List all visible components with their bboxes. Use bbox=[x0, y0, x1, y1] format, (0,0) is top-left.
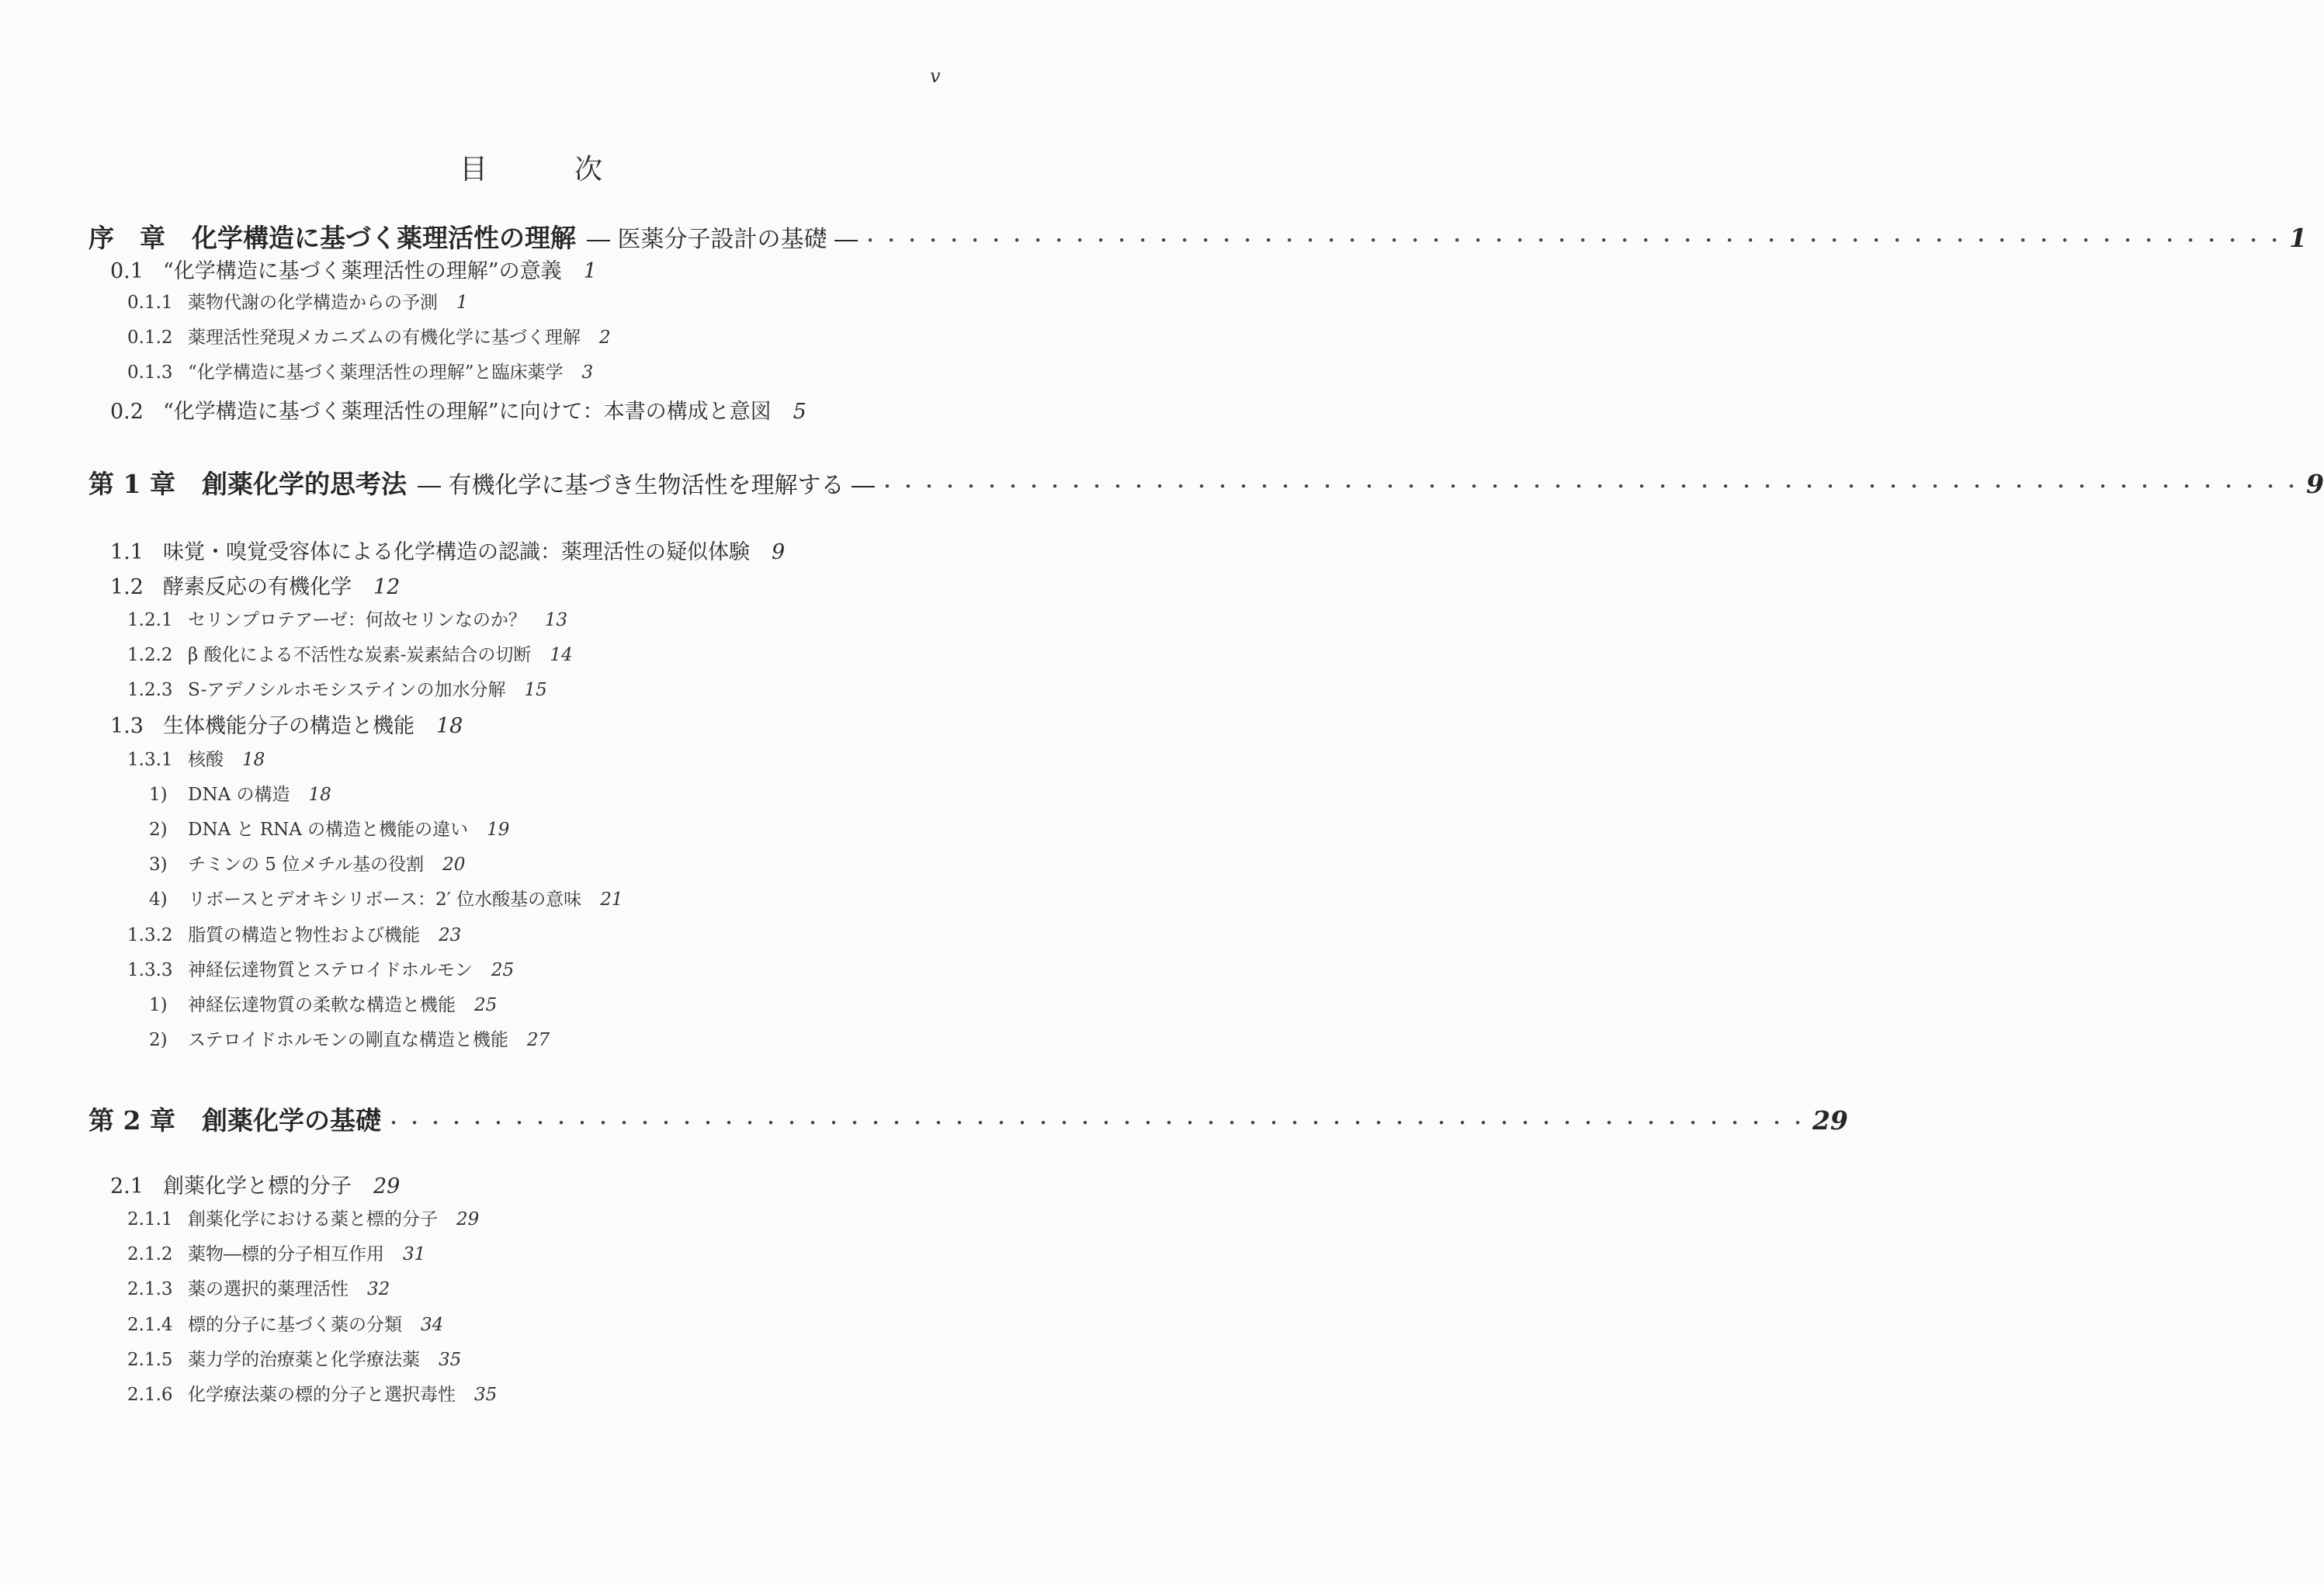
entry-title: 標的分子に基づく薬の分類 bbox=[188, 1315, 402, 1335]
toc-chapter[interactable] bbox=[88, 223, 2308, 253]
entry-page: 29 bbox=[456, 1209, 480, 1230]
entry-number: 2.1.1 bbox=[127, 1209, 173, 1230]
entry-page: 3 bbox=[581, 362, 594, 383]
entry-title: 薬理活性発現メカニズムの有機化学に基づく理解 bbox=[188, 328, 581, 348]
toc-entry[interactable] bbox=[127, 1386, 497, 1404]
entry-number: 2) bbox=[149, 1030, 168, 1050]
page-title bbox=[0, 147, 1063, 187]
chapter-label: 第 2 章 bbox=[88, 1105, 175, 1136]
toc-entry[interactable] bbox=[110, 716, 463, 737]
entry-title: 脂質の構造と物性および機能 bbox=[188, 925, 420, 945]
chapter-title: 創薬化学的思考法 bbox=[201, 469, 407, 499]
entry-page: 25 bbox=[491, 960, 515, 980]
entry-title: セリンプロテアーゼ：何故セリンなのか？ bbox=[188, 610, 526, 630]
toc-entry[interactable] bbox=[127, 612, 567, 629]
toc-entry[interactable] bbox=[110, 401, 806, 422]
entry-title: “化学構造に基づく薬理活性の理解”と臨床薬学 bbox=[188, 362, 564, 383]
title-left: 目 bbox=[459, 154, 489, 186]
entry-title: DNA と RNA の構造と機能の違い bbox=[188, 820, 469, 840]
entry-page: 9 bbox=[772, 540, 786, 564]
entry-number: 1.2.1 bbox=[127, 610, 173, 630]
entry-number: 4) bbox=[149, 890, 168, 910]
entry-page: 18 bbox=[436, 714, 463, 738]
entry-page: 27 bbox=[526, 1030, 550, 1050]
leader-dots: ・・・・・・・・・・・・・・・・・・・・・・・・・・・・・・・・・・・・・・・・・・・・・・・・・・・・・・・・・・・・・・・・・・・・ bbox=[383, 1112, 1809, 1134]
toc-entry[interactable] bbox=[127, 1246, 425, 1264]
toc-entry[interactable] bbox=[127, 1211, 479, 1229]
toc-entry[interactable] bbox=[127, 294, 468, 312]
toc-entry[interactable] bbox=[110, 542, 785, 563]
toc-entry[interactable] bbox=[127, 1281, 390, 1299]
entry-number: 0.1.3 bbox=[127, 362, 173, 383]
entry-page: 34 bbox=[421, 1315, 444, 1335]
toc-entry[interactable] bbox=[127, 1351, 461, 1369]
entry-number: 1) bbox=[149, 785, 168, 805]
entry-number: 2.1 bbox=[110, 1174, 144, 1198]
entry-title: DNA の構造 bbox=[188, 785, 290, 805]
entry-title: “化学構造に基づく薬理活性の理解”の意義 bbox=[163, 259, 562, 283]
page-number: v bbox=[930, 65, 941, 87]
toc-entry[interactable] bbox=[127, 962, 514, 980]
toc-entry[interactable] bbox=[127, 682, 547, 699]
toc-entry[interactable] bbox=[149, 786, 331, 804]
entry-title: 薬の選択的薬理活性 bbox=[188, 1279, 349, 1299]
leader-dots: ・・・・・・・・・・・・・・・・・・・・・・・・・・・・・・・・・・・・・・・・・・・・・・・・・・・・・・・・・・・・・・・・・・・・ bbox=[861, 230, 2287, 251]
entry-page: 5 bbox=[793, 400, 806, 424]
entry-title: 化学療法薬の標的分子と選択毒性 bbox=[188, 1385, 456, 1405]
entry-page: 19 bbox=[487, 820, 510, 840]
entry-number: 1.3.2 bbox=[127, 925, 173, 945]
entry-page: 31 bbox=[403, 1244, 426, 1264]
entry-number: 0.1.1 bbox=[127, 293, 173, 313]
entry-number: 2.1.6 bbox=[127, 1385, 173, 1405]
entry-number: 2.1.4 bbox=[127, 1315, 173, 1335]
entry-number: 1.2 bbox=[110, 575, 144, 599]
entry-page: 21 bbox=[600, 890, 623, 910]
entry-title: チミンの 5 位メチル基の役割 bbox=[188, 855, 425, 875]
entry-page: 25 bbox=[474, 995, 498, 1015]
entry-number: 0.1 bbox=[110, 259, 144, 283]
entry-title: 核酸 bbox=[188, 750, 224, 770]
entry-title: 薬物―標的分子相互作用 bbox=[188, 1244, 384, 1264]
entry-page: 2 bbox=[599, 328, 611, 348]
entry-title: 薬力学的治療薬と化学療法薬 bbox=[188, 1350, 420, 1370]
toc-chapter[interactable] bbox=[88, 469, 2324, 499]
toc-entry[interactable] bbox=[127, 751, 265, 769]
toc-entry[interactable] bbox=[149, 821, 509, 839]
entry-title: S-アデノシルホモシステインの加水分解 bbox=[188, 680, 506, 700]
entry-page: 18 bbox=[308, 785, 331, 805]
chapter-page: 29 bbox=[1812, 1105, 1848, 1136]
entry-title: 創薬化学における薬と標的分子 bbox=[188, 1209, 438, 1230]
entry-number: 2) bbox=[149, 820, 168, 840]
entry-number: 2.1.5 bbox=[127, 1350, 173, 1370]
toc-entry[interactable] bbox=[110, 577, 400, 598]
entry-title: 薬物代謝の化学構造からの予測 bbox=[188, 293, 438, 313]
entry-page: 20 bbox=[442, 855, 466, 875]
entry-number: 1.3.1 bbox=[127, 750, 173, 770]
entry-page: 14 bbox=[550, 645, 573, 665]
entry-page: 29 bbox=[373, 1174, 401, 1198]
toc-entry[interactable] bbox=[149, 997, 497, 1014]
toc-entry[interactable] bbox=[110, 261, 597, 282]
entry-title: 神経伝達物質の柔軟な構造と機能 bbox=[188, 995, 456, 1015]
toc-entry[interactable] bbox=[127, 927, 461, 945]
chapter-title: 創薬化学の基礎 bbox=[201, 1105, 381, 1136]
title-right: 次 bbox=[574, 154, 605, 186]
entry-page: 35 bbox=[474, 1385, 498, 1405]
entry-number: 0.2 bbox=[110, 400, 144, 424]
toc-entry[interactable] bbox=[127, 329, 611, 347]
chapter-title: 化学構造に基づく薬理活性の理解 bbox=[192, 223, 576, 253]
entry-title: “化学構造に基づく薬理活性の理解”に向けて：本書の構成と意図 bbox=[163, 400, 772, 424]
leader-dots: ・・・・・・・・・・・・・・・・・・・・・・・・・・・・・・・・・・・・・・・・・・・・・・・・・・・・・・・・・・・・・・・・・・・・ bbox=[878, 476, 2304, 498]
toc-entry[interactable] bbox=[127, 364, 593, 382]
chapter-page: 9 bbox=[2306, 469, 2324, 499]
entry-title: 創薬化学と標的分子 bbox=[163, 1174, 352, 1198]
entry-number: 1.2.3 bbox=[127, 680, 173, 700]
entry-page: 1 bbox=[583, 259, 597, 283]
toc-entry[interactable] bbox=[127, 1316, 443, 1334]
entry-number: 1.3.3 bbox=[127, 960, 173, 980]
chapter-page: 1 bbox=[2289, 223, 2308, 253]
chapter-subtitle: ― 医薬分子設計の基礎 ― bbox=[587, 226, 858, 253]
entry-title: β 酸化による不活性な炭素-炭素結合の切断 bbox=[188, 645, 532, 665]
entry-page: 35 bbox=[439, 1350, 462, 1370]
entry-number: 3) bbox=[149, 855, 168, 875]
entry-page: 1 bbox=[456, 293, 468, 313]
entry-title: 酵素反応の有機化学 bbox=[163, 575, 352, 599]
entry-number: 1.2.2 bbox=[127, 645, 173, 665]
chapter-label: 序 章 bbox=[88, 223, 165, 253]
entry-number: 0.1.2 bbox=[127, 328, 173, 348]
entry-number: 2.1.2 bbox=[127, 1244, 173, 1264]
entry-title: 生体機能分子の構造と機能 bbox=[163, 714, 415, 738]
entry-number: 2.1.3 bbox=[127, 1279, 173, 1299]
entry-number: 1.1 bbox=[110, 540, 144, 564]
toc-entry[interactable] bbox=[110, 1176, 400, 1197]
entry-title: 神経伝達物質とステロイドホルモン bbox=[188, 960, 473, 980]
entry-page: 18 bbox=[242, 750, 265, 770]
entry-title: 味覚・嗅覚受容体による化学構造の認識：薬理活性の疑似体験 bbox=[163, 540, 750, 564]
entry-page: 23 bbox=[439, 925, 462, 945]
entry-page: 15 bbox=[524, 680, 547, 700]
entry-page: 12 bbox=[373, 575, 401, 599]
toc-chapter[interactable] bbox=[88, 1105, 1848, 1136]
entry-page: 32 bbox=[367, 1279, 390, 1299]
chapter-subtitle: ― 有機化学に基づき生物活性を理解する ― bbox=[417, 472, 876, 499]
chapter-label: 第 1 章 bbox=[88, 469, 175, 499]
entry-page: 13 bbox=[544, 610, 568, 630]
entry-number: 1) bbox=[149, 995, 168, 1015]
entry-title: リボースとデオキシリボース：2′ 位水酸基の意味 bbox=[188, 890, 582, 910]
toc-entry[interactable] bbox=[127, 647, 573, 664]
toc-entry[interactable] bbox=[149, 1032, 550, 1049]
toc-entry[interactable] bbox=[149, 856, 465, 874]
entry-number: 1.3 bbox=[110, 714, 144, 738]
toc-entry[interactable] bbox=[149, 891, 623, 909]
entry-title: ステロイドホルモンの剛直な構造と機能 bbox=[188, 1030, 508, 1050]
